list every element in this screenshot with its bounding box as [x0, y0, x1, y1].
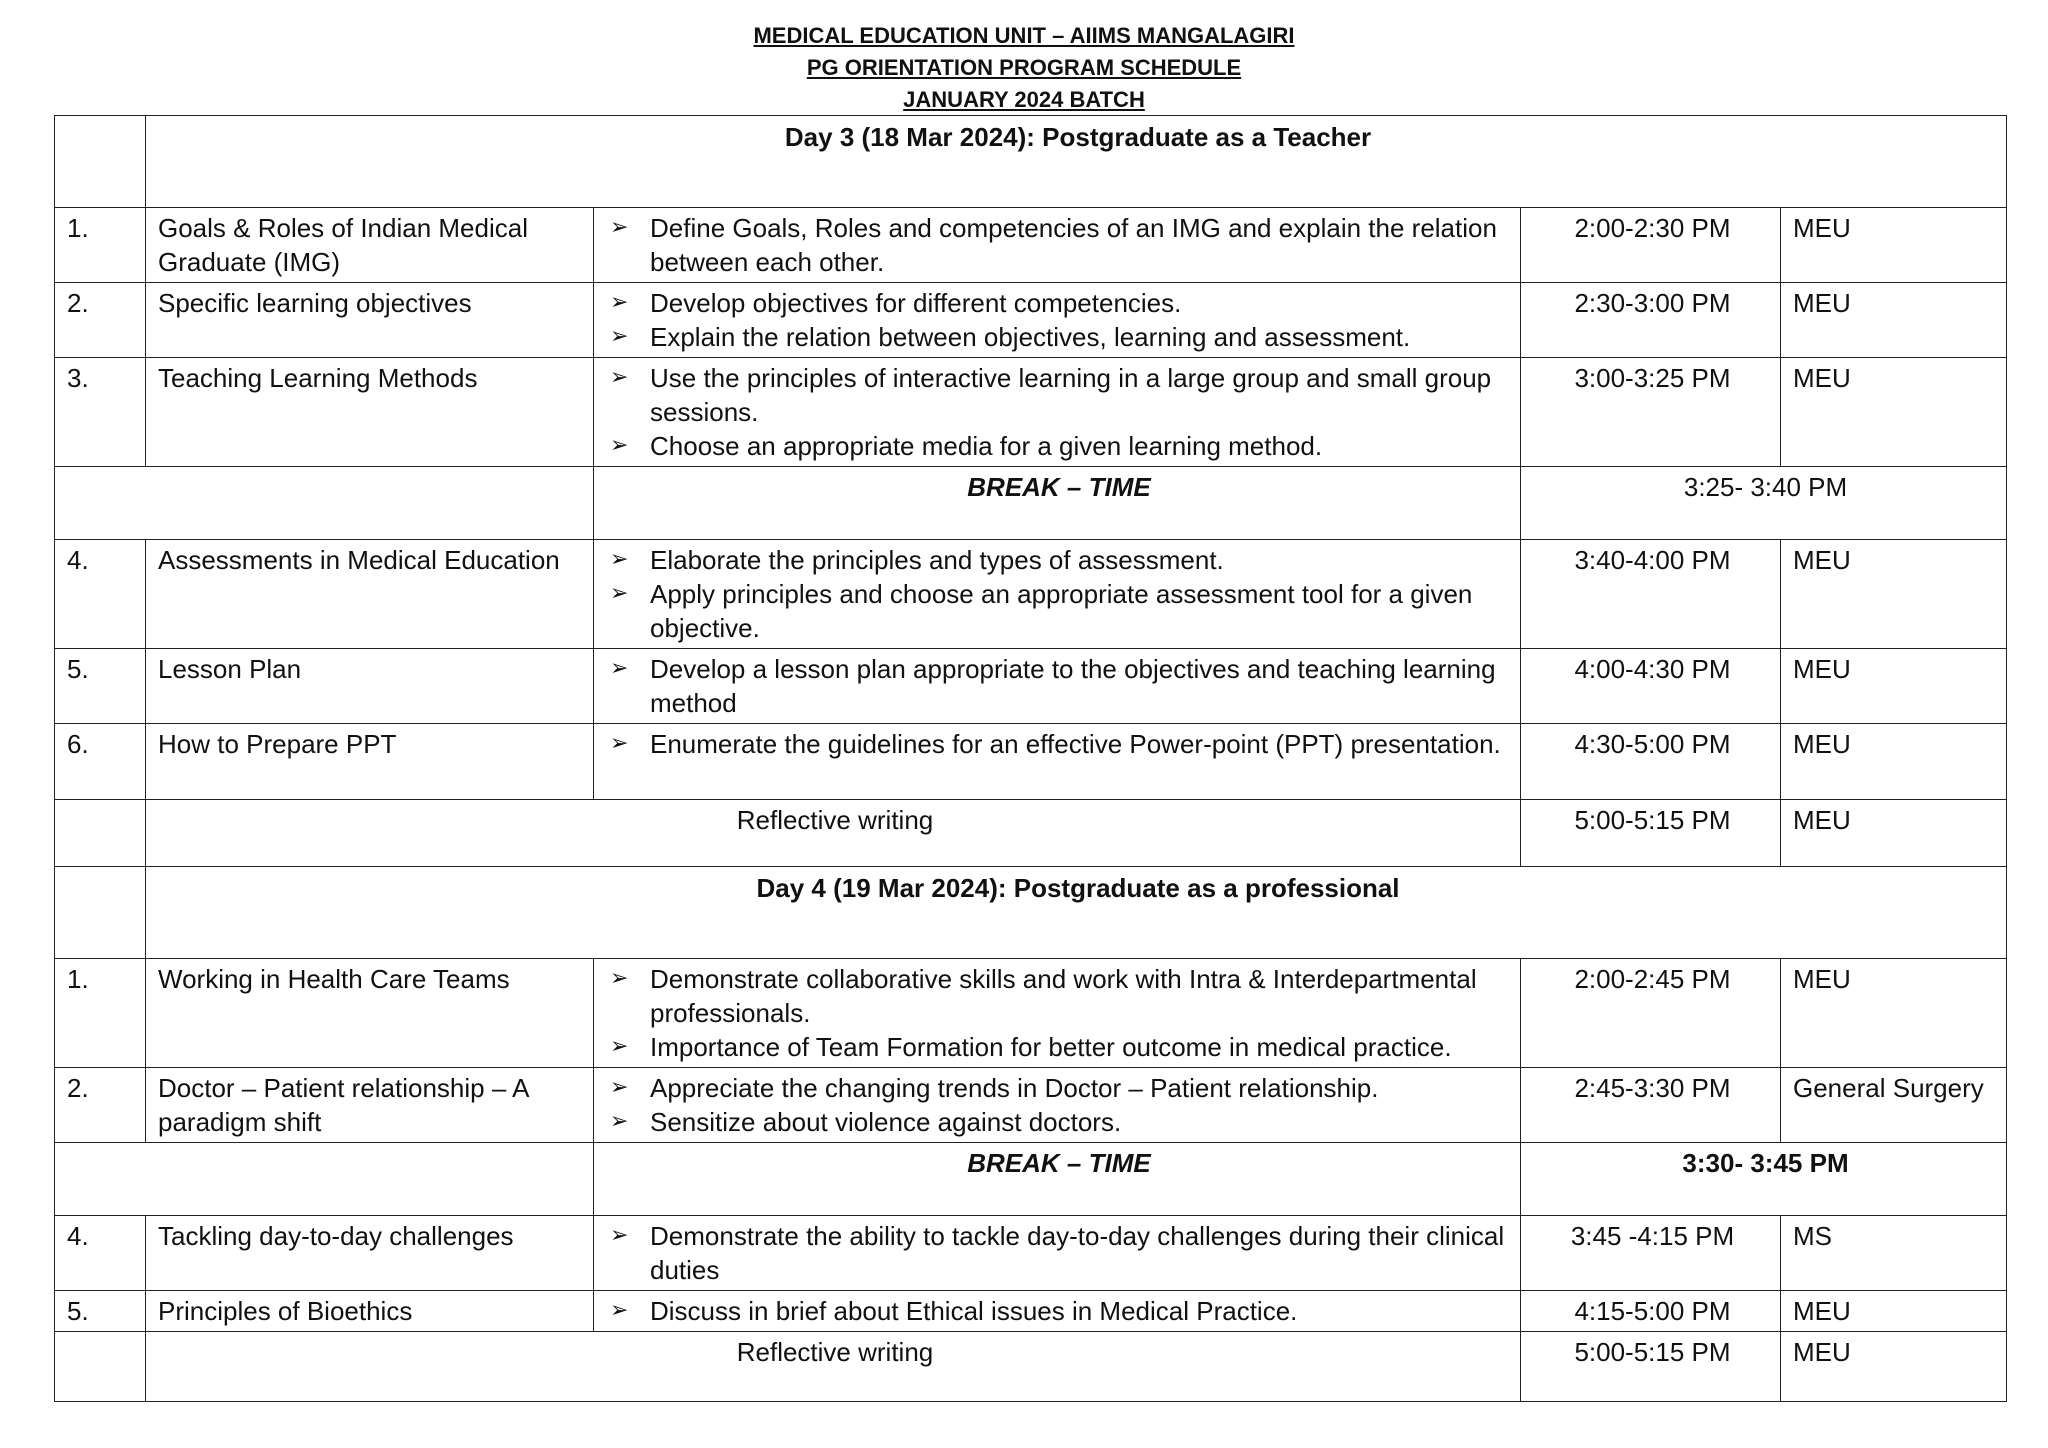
- topic-cell: Specific learning objectives: [146, 283, 594, 358]
- table-row: [55, 959, 2007, 1068]
- objectives-cell: [594, 1216, 1521, 1291]
- table-row: [55, 649, 2007, 724]
- header-batch: JANUARY 2024 BATCH: [903, 87, 1145, 112]
- break-time: 3:25- 3:40 PM: [1521, 467, 2007, 540]
- table-row: [55, 1068, 2007, 1143]
- row-number: 2.: [55, 1068, 146, 1143]
- objective-item: ➢ Demonstrate collaborative skills and work with Intra & Interdepartmental professionals.: [606, 962, 1512, 1030]
- objectives-cell: [594, 649, 1521, 724]
- objective-item: ➢ Appreciate the changing trends in Doctor – Patient relationship.: [606, 1071, 1512, 1105]
- break-label: BREAK – TIME: [594, 467, 1521, 540]
- day4-title-row: [55, 867, 2007, 959]
- objectives-cell: [594, 959, 1521, 1068]
- objective-item: ➢ Enumerate the guidelines for an effective Power-point (PPT) presentation.: [606, 727, 1512, 761]
- topic-cell: How to Prepare PPT: [146, 724, 594, 800]
- objective-item: ➢ Importance of Team Formation for better outcome in medical practice.: [606, 1030, 1512, 1064]
- objective-item: ➢ Sensitize about violence against doctors.: [606, 1105, 1512, 1139]
- schedule-table: [54, 115, 2007, 1402]
- table-row: [55, 540, 2007, 649]
- reflective-label: Reflective writing: [146, 800, 1521, 867]
- reflective-row: [55, 800, 2007, 867]
- time-cell: 2:45-3:30 PM: [1521, 1068, 1781, 1143]
- break-row: [55, 1143, 2007, 1216]
- table-row: [55, 358, 2007, 467]
- time-cell: 2:00-2:45 PM: [1521, 959, 1781, 1068]
- faculty-cell: MEU: [1781, 649, 2007, 724]
- topic-cell: Assessments in Medical Education: [146, 540, 594, 649]
- faculty-cell: MEU: [1781, 1332, 2007, 1402]
- reflective-row: [55, 1332, 2007, 1402]
- time-cell: 3:00-3:25 PM: [1521, 358, 1781, 467]
- faculty-cell: MEU: [1781, 1291, 2007, 1332]
- table-row: [55, 1216, 2007, 1291]
- break-row: [55, 467, 2007, 540]
- faculty-cell: MEU: [1781, 540, 2007, 649]
- faculty-cell: MEU: [1781, 208, 2007, 283]
- objective-item: ➢ Elaborate the principles and types of assessment.: [606, 543, 1512, 577]
- time-cell: 3:40-4:00 PM: [1521, 540, 1781, 649]
- faculty-cell: MEU: [1781, 959, 2007, 1068]
- row-number: 3.: [55, 358, 146, 467]
- break-time: 3:30- 3:45 PM: [1521, 1143, 2007, 1216]
- objectives-cell: [594, 724, 1521, 800]
- header-subtitle: PG ORIENTATION PROGRAM SCHEDULE: [806, 55, 1242, 80]
- faculty-cell: MEU: [1781, 800, 2007, 867]
- header-title: MEDICAL EDUCATION UNIT – AIIMS MANGALAGIRI: [753, 23, 1295, 48]
- topic-cell: Tackling day-to-day challenges: [146, 1216, 594, 1291]
- objective-item: ➢ Use the principles of interactive learning in a large group and small group sessions.: [606, 361, 1512, 429]
- row-number: 4.: [55, 1216, 146, 1291]
- objective-item: ➢ Apply principles and choose an appropriate assessment tool for a given objective.: [606, 577, 1512, 645]
- topic-cell: Working in Health Care Teams: [146, 959, 594, 1068]
- time-cell: 4:00-4:30 PM: [1521, 649, 1781, 724]
- objective-item: ➢ Choose an appropriate media for a given learning method.: [606, 429, 1512, 463]
- day4-title: Day 4 (19 Mar 2024): Postgraduate as a professional: [146, 867, 2007, 959]
- time-cell: 4:15-5:00 PM: [1521, 1291, 1781, 1332]
- objectives-cell: [594, 358, 1521, 467]
- time-cell: 2:00-2:30 PM: [1521, 208, 1781, 283]
- time-cell: 5:00-5:15 PM: [1521, 1332, 1781, 1402]
- topic-cell: Principles of Bioethics: [146, 1291, 594, 1332]
- objective-item: ➢ Explain the relation between objectives, learning and assessment.: [606, 320, 1512, 354]
- table-row: [55, 283, 2007, 358]
- table-row: [55, 1291, 2007, 1332]
- day3-title: Day 3 (18 Mar 2024): Postgraduate as a Teacher: [146, 116, 2007, 208]
- objectives-cell: [594, 283, 1521, 358]
- topic-cell: Lesson Plan: [146, 649, 594, 724]
- time-cell: 4:30-5:00 PM: [1521, 724, 1781, 800]
- objectives-cell: [594, 1291, 1521, 1332]
- row-number: 5.: [55, 1291, 146, 1332]
- row-number: 6.: [55, 724, 146, 800]
- objective-item: ➢ Develop a lesson plan appropriate to the objectives and teaching learning method: [606, 652, 1512, 720]
- topic-cell: Teaching Learning Methods: [146, 358, 594, 467]
- break-label: BREAK – TIME: [594, 1143, 1521, 1216]
- day3-title-row: [55, 116, 2007, 208]
- objective-item: ➢ Demonstrate the ability to tackle day-to-day challenges during their clinical duties: [606, 1219, 1512, 1287]
- row-number: 2.: [55, 283, 146, 358]
- objective-item: ➢ Discuss in brief about Ethical issues in Medical Practice.: [606, 1294, 1512, 1328]
- objectives-cell: [594, 1068, 1521, 1143]
- row-number: 4.: [55, 540, 146, 649]
- faculty-cell: MS: [1781, 1216, 2007, 1291]
- faculty-cell: General Surgery: [1781, 1068, 2007, 1143]
- row-number: 5.: [55, 649, 146, 724]
- faculty-cell: MEU: [1781, 358, 2007, 467]
- objective-item: ➢ Develop objectives for different competencies.: [606, 286, 1512, 320]
- time-cell: 3:45 -4:15 PM: [1521, 1216, 1781, 1291]
- time-cell: 2:30-3:00 PM: [1521, 283, 1781, 358]
- topic-cell: Doctor – Patient relationship – A paradigm shift: [146, 1068, 594, 1143]
- objectives-cell: [594, 540, 1521, 649]
- row-number: 1.: [55, 959, 146, 1068]
- reflective-label: Reflective writing: [146, 1332, 1521, 1402]
- faculty-cell: MEU: [1781, 283, 2007, 358]
- row-number: 1.: [55, 208, 146, 283]
- table-row: [55, 208, 2007, 283]
- time-cell: 5:00-5:15 PM: [1521, 800, 1781, 867]
- objective-item: ➢ Define Goals, Roles and competencies of an IMG and explain the relation between each other.: [606, 211, 1512, 279]
- faculty-cell: MEU: [1781, 724, 2007, 800]
- topic-cell: Goals & Roles of Indian Medical Graduate (IMG): [146, 208, 594, 283]
- table-row: [55, 724, 2007, 800]
- objectives-cell: [594, 208, 1521, 283]
